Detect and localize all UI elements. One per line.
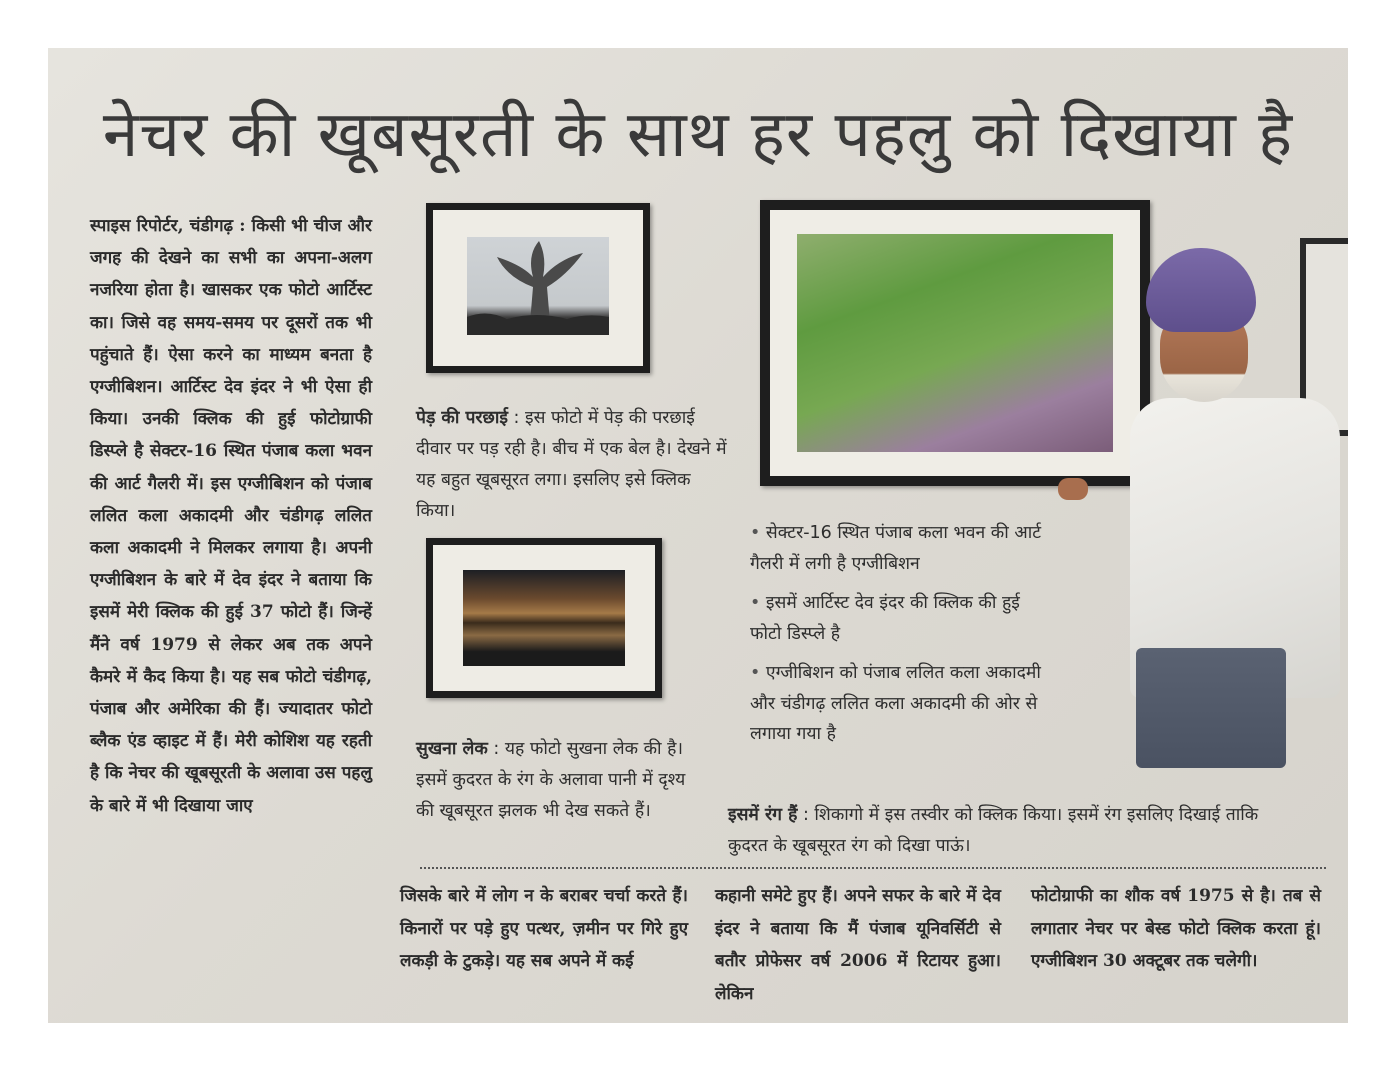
caption-colors-text: : शिकागो में इस तस्वीर को क्लिक किया। इसमें रंग इसलिए दिखाई ताकि कुदरत के खूबसूरत रंग को दिखा पाऊं। bbox=[728, 805, 1259, 856]
article-bottom-column-3: फोटोग्राफी का शौक वर्ष 1975 से है। तब से लगातार नेचर पर बेस्ड फोटो क्लिक करता हूं। एग्जीबिशन 30 अक्टूबर तक चलेगी। bbox=[1031, 886, 1321, 971]
bullet-item: • इसमें आर्टिस्ट देव इंदर की क्लिक की हुई फोटो डिस्प्ले है bbox=[750, 588, 1050, 649]
tree-shadow-image bbox=[467, 237, 609, 335]
photo-mat bbox=[433, 210, 643, 366]
article-bottom-column-2: कहानी समेटे हुए हैं। अपने सफर के बारे में देव इंदर ने बताया कि मैं पंजाब यूनिवर्सिटी से बतौर प्रोफेसर वर्ष 2006 में रिटायर हुआ। लेकिन bbox=[715, 886, 1001, 1004]
sukhna-lake-image bbox=[463, 570, 625, 666]
photographer-hand bbox=[1058, 478, 1088, 500]
dotted-divider bbox=[420, 867, 1326, 869]
caption-colors-head: इसमें रंग हैं bbox=[728, 805, 798, 825]
photo-mat bbox=[770, 210, 1140, 476]
photographer-turban bbox=[1146, 248, 1256, 332]
photographer-trousers bbox=[1136, 648, 1286, 768]
bullet-item: • सेक्टर-16 स्थित पंजाब कला भवन की आर्ट गैलरी में लगी है एग्जीबिशन bbox=[750, 518, 1050, 579]
caption-tree bbox=[416, 403, 734, 527]
caption-lake-text: : यह फोटो सुखना लेक की है। इसमें कुदरत के रंग के अलावा पानी में दृश्य की खूबसूरत झलक भी देख सकते हैं। bbox=[416, 739, 686, 821]
exhibition-bullets bbox=[750, 518, 1050, 759]
article-left-column: स्पाइस रिपोर्टर, चंडीगढ़ : किसी भी चीज और जगह की देखने का सभी का अपना-अलग नजरिया होता है। खासकर एक फोटो आर्टिस्ट का। जिसे वह समय-समय पर दूसरों तक भी पहुंचाते हैं। ऐसा करने का माध्यम बनता है एग्जीबिशन। आर्टिस्ट देव इंदर ने भी ऐसा ही किया। उनकी क्लिक की हुई फोटोग्राफी डिस्प्ले है सेक्टर-16 स्थित पंजाब कला भवन की आर्ट गैलरी में। इस एग्जीबिशन को पंजाब ललित कला अकादमी और चंडीगढ़ ललित कला अकादमी ने मिलकर लगाया है। अपनी एग्जीबिशन के बारे में देव इंदर ने बताया कि इसमें मेरी क्लिक की हुई 37 फोटो हैं। जिन्हें मैंने वर्ष 1979 से लेकर अब तक अपने कैमरे में कैद किया है। यह सब फोटो चंडीगढ़, पंजाब और अमेरिका की हैं। ज्यादातर फोटो ब्लैक एंड व्हाइट में हैं। मेरी कोशिश यह रहती है कि नेचर की खूबसूरती के अलावा उस पहलु के बारे में भी दिखाया जाए bbox=[90, 216, 372, 816]
bullet-item: • एग्जीबिशन को पंजाब ललित कला अकादमी और चंडीगढ़ ललित कला अकादमी की ओर से लगाया गया है bbox=[750, 658, 1050, 750]
caption-tree-text: : इस फोटो में पेड़ की परछाई दीवार पर पड़ रही है। बीच में एक बेल है। देखने में यह बहुत खूबसूरत लगा। इसलिए इसे क्लिक किया। bbox=[416, 408, 727, 521]
newspaper-clipping bbox=[48, 48, 1348, 1023]
caption-colors bbox=[728, 800, 1298, 862]
caption-tree-head: पेड़ की परछाई bbox=[416, 408, 508, 428]
caption-lake bbox=[416, 734, 688, 827]
headline: नेचर की खूबसूरती के साथ हर पहलु को दिखाया है bbox=[102, 98, 1294, 172]
photo-mat bbox=[433, 545, 655, 691]
article-bottom-column-1: जिसके बारे में लोग न के बराबर चर्चा करते हैं। किनारों पर पड़े हुए पत्थर, ज़मीन पर गिरे हुए लकड़ी के टुकड़े। यह सब अपने में कई bbox=[400, 886, 688, 971]
tree-silhouette bbox=[467, 237, 609, 335]
photo-colors bbox=[760, 200, 1150, 486]
colorful-grass-image bbox=[797, 234, 1113, 452]
photo-sukhna-lake bbox=[426, 538, 662, 698]
photo-tree-shadow bbox=[426, 203, 650, 373]
caption-lake-head: सुखना लेक bbox=[416, 739, 488, 759]
